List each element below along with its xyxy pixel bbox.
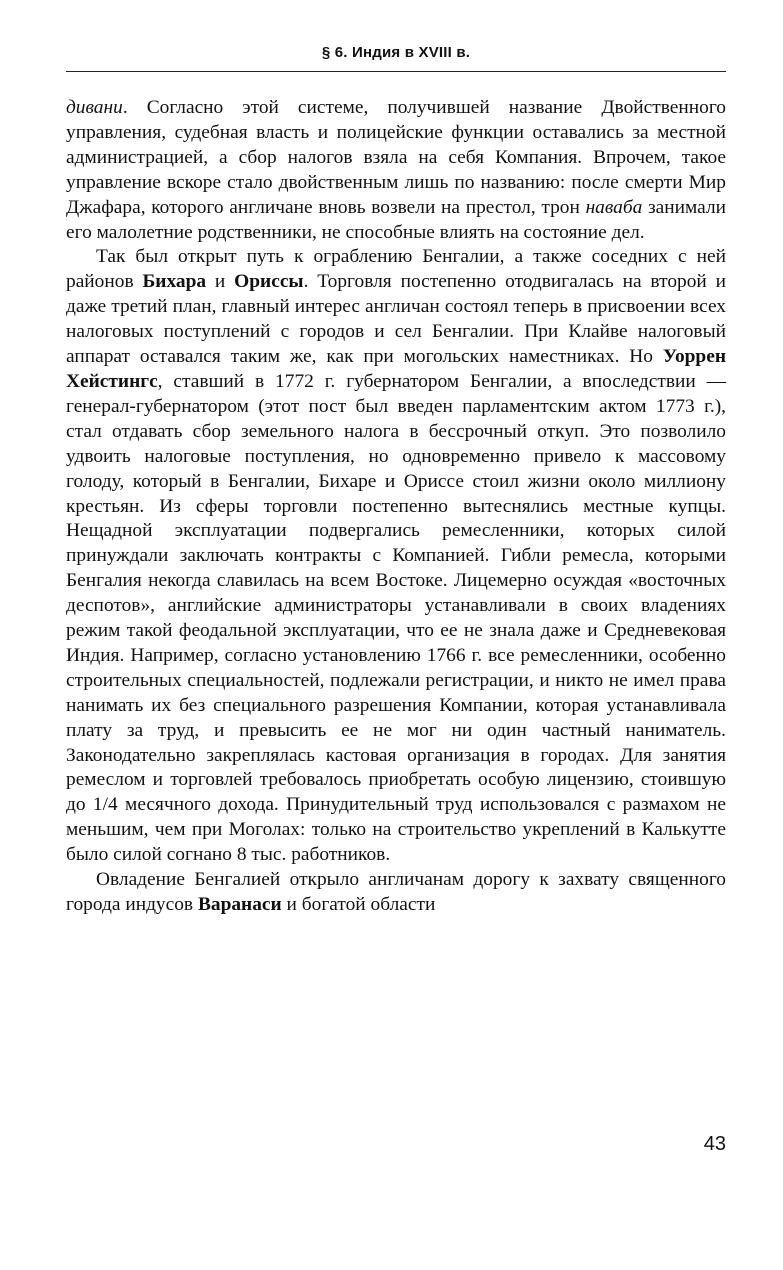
paragraph-1 <box>66 96 726 245</box>
paragraph-2-text-a: Так был открыт путь к ограблению Бенгалии, а также соседних с ней районов <box>66 246 726 293</box>
paragraph-2 <box>66 245 726 868</box>
paragraph-1-text-b: занимали его малолетние родственники, не способные влиять на состояние дел. <box>66 196 726 243</box>
term-navab: наваба <box>585 196 643 218</box>
term-bihar: Бихара <box>142 271 207 293</box>
page-body <box>66 96 726 918</box>
page-number: 43 <box>703 1133 726 1155</box>
paragraph-2-text-c: . Торговля постепенно отодвигалась на второй и даже третий план, главный интерес англичан состоял теперь в присвоении всех налоговых поступлений с городов и сел Бенгалии. При Клайве налоговый аппарат оставался таким же, как при могольских наместниках. Но <box>66 271 727 368</box>
paragraph-3 <box>66 868 726 918</box>
paragraph-2-text-d: , ставший в 1772 г. губернатором Бенгалии, а впоследствии — генерал-губернатором (этот пост был введен парламентским актом 1773 г.), стал отдавать сбор земельного налога в бессрочный откуп. Это позволило удвоить налоговые поступления, но одновременно привело к массовому голоду, который в Бенгалии, Бихаре и Ориссе стоил жизни около миллиону крестьян. Из сферы торговли постепенно вытеснялись местные купцы. Нещадной эксплуатации подвергались ремесленники, которых силой принуждали заключать контракты с Компанией. Гибли ремесла, которыми Бенгалия некогда славилась на всем Востоке. Лицемерно осуждая «восточных деспотов», английские администраторы устанавливали в своих владениях режим такой феодальной эксплуатации, что ее не знала даже и Средневековая Индия. Например, согласно установлению 1766 г. все ремесленники, особенно строительных специальностей, подлежали регистрации, и никто не имел права нанимать их без специального разрешения Компании, которая устанавливала плату за труд, и превысить ее не мог ни один частный наниматель. Законодательно закреплялась кастовая организация в городах. Для занятия ремеслом и торговлей требовалось приобретать особую лицензию, стоившую до 1/4 месячного дохода. Принудительный труд использовался с размахом не меньшим, чем при Моголах: только на строительство укреплений в Калькутте было силой согнано 8 тыс. работников. <box>66 370 726 866</box>
term-warren-hastings: Уоррен Хейстингс <box>66 346 726 392</box>
header-rule <box>66 71 726 72</box>
term-varanasi: Варанаси <box>197 894 282 915</box>
paragraph-3-text-b: и богатой области <box>281 894 436 915</box>
term-orissa: Ориссы <box>234 271 304 293</box>
running-header: § 6. Индия в XVIII в. <box>321 44 471 61</box>
term-divani: дивани <box>66 97 123 118</box>
paragraph-1-text-a: . Согласно этой системе, получившей название Двойственного управления, судебная власть и полицейские функции оставались за местной администрацией, а сбор налогов взяла на себя Компания. Впрочем, такое управление вскоре стало двойственным лишь по названию: после смерти Мир Джафара, которого англичане вновь возвели на престол, трон <box>66 97 726 218</box>
paragraph-3-text-a: Овладение Бенгалией открыло англичанам дорогу к захвату священного города индусов <box>66 869 726 915</box>
paragraph-2-text-b: и <box>206 271 235 293</box>
